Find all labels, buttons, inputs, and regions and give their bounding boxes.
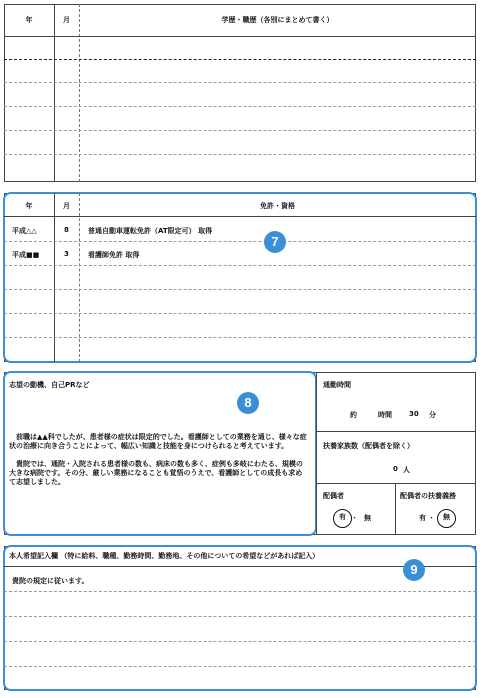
spouse-support-label: 配偶者の扶養義務 — [400, 492, 456, 500]
dependents-divider — [316, 483, 476, 484]
motivation-paragraph-1: 前職は▲▲科でしたが、患者様の症状は限定的でした。看護師としての業務を通じ、様々な症状の治療に向き合うことによって、幅広い知識と技能を身につけられると考えています。 — [9, 433, 307, 450]
license-header-year: 年 — [25, 202, 33, 210]
history-col-divider-1 — [54, 4, 55, 182]
spouse-support-yes: 有 — [419, 514, 426, 522]
motivation-paragraph-2: 貴院では、通院・入院される患者様の数も、病床の数も多く、症例も多岐にわたる、規模の大きな病院です。その分、厳しい業務になることも覚悟のうえで、看護師としての成長も求めて志望しました。 — [9, 460, 303, 486]
spouse-divider — [395, 483, 396, 535]
history-header-line — [4, 36, 476, 37]
wishes-row-line — [4, 616, 476, 617]
commute-hour-unit: 時間 — [378, 411, 392, 419]
commute-prefix: 約 — [350, 411, 357, 419]
wishes-text: 貴院の規定に従います。 — [12, 577, 89, 585]
history-header-year: 年 — [25, 16, 33, 24]
history-header-content: 学歴・職歴（各別にまとめて書く） — [221, 16, 334, 24]
spouse-support-no: 無 — [443, 513, 450, 521]
history-table — [4, 4, 476, 182]
history-row-line — [4, 130, 476, 131]
commute-divider — [316, 431, 476, 432]
motivation-divider — [316, 372, 317, 535]
spouse-label: 配偶者 — [323, 492, 344, 500]
license-row-line — [4, 289, 476, 290]
license-row-year: 平成■■ — [12, 251, 40, 259]
wishes-row-line — [4, 591, 476, 592]
history-row-line — [4, 59, 476, 60]
license-row-year: 平成△△ — [12, 227, 37, 235]
wishes-label: 本人希望記入欄 （特に給料、職種、勤務時間、勤務地、その他についての希望などがあれば記入） — [9, 552, 320, 560]
spouse-support-no-circle — [437, 509, 456, 528]
commute-label: 通勤時間 — [323, 381, 351, 389]
license-row-line — [4, 265, 476, 266]
license-row-line — [4, 241, 476, 242]
dependents-label: 扶養家族数（配偶者を除く） — [323, 442, 414, 450]
wishes-row-line — [4, 641, 476, 642]
motivation-label: 志望の動機、自己PRなど — [9, 381, 90, 389]
history-row-line — [4, 106, 476, 107]
commute-minutes: 30 — [409, 410, 419, 418]
license-row-content: 普通自動車運転免許（AT限定可） 取得 — [88, 227, 213, 235]
spouse-yes: 有 — [339, 513, 346, 521]
license-header-month: 月 — [63, 202, 70, 210]
license-header-line — [4, 216, 476, 217]
dependents-unit: 人 — [403, 466, 410, 474]
license-row-month: 3 — [64, 250, 69, 258]
wishes-row-line — [4, 666, 476, 667]
motivation-highlight-frame — [3, 371, 317, 536]
license-row-line — [4, 313, 476, 314]
dependents-count: 0 — [393, 465, 398, 473]
spouse-support-dot: ・ — [428, 514, 435, 522]
history-row-line — [4, 82, 476, 83]
license-row-line — [4, 337, 476, 338]
history-row-line — [4, 154, 476, 155]
spouse-yes-circle — [333, 509, 352, 528]
history-header-month: 月 — [63, 16, 70, 24]
spouse-no: 無 — [364, 514, 371, 522]
commute-minute-unit: 分 — [429, 411, 436, 419]
license-row-content: 看護師免許 取得 — [88, 251, 140, 259]
license-header-content: 免許・資格 — [260, 202, 295, 210]
license-row-month: 8 — [64, 226, 69, 234]
badge-7: 7 — [264, 231, 286, 253]
history-col-divider-2 — [79, 4, 80, 182]
spouse-dot: ・ — [351, 514, 358, 522]
badge-9: 9 — [403, 559, 425, 581]
badge-8: 8 — [237, 392, 259, 414]
